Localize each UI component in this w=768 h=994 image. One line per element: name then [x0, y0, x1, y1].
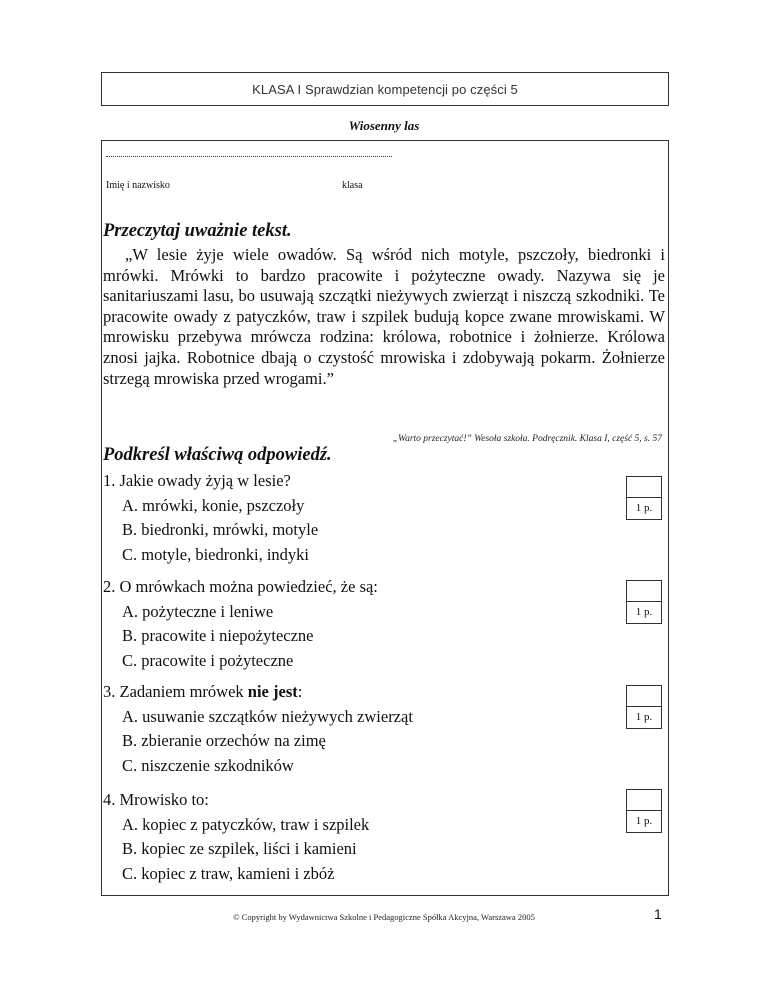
- question-3-title-start: 3. Zadaniem mrówek: [103, 682, 248, 701]
- question-3-option-c[interactable]: C. niszczenie szkodników: [122, 755, 294, 775]
- copyright-notice: © Copyright by Wydawnictwa Szkolne i Pedagogiczne Spółka Akcyjna, Warszawa 2005: [233, 912, 535, 922]
- question-2-score-field[interactable]: [627, 581, 661, 602]
- question-3-title-end: :: [297, 682, 303, 701]
- question-2-title: 2. O mrówkach można powiedzieć, że są:: [103, 577, 378, 596]
- question-1-option-b[interactable]: B. biedronki, mrówki, motyle: [122, 520, 319, 539]
- question-3-option-a[interactable]: A. usuwanie szczątków nieżywych zwierząt: [122, 706, 413, 726]
- question-4-title: 4. Mrowisko to:: [103, 790, 209, 809]
- question-3-score-field[interactable]: [627, 686, 661, 707]
- document-subtitle: Wiosenny las: [348, 118, 420, 133]
- question-3-option-b[interactable]: B. zbieranie orzechów na zimę: [122, 731, 326, 750]
- question-4: [103, 788, 603, 886]
- name-label: Imię i nazwisko: [106, 180, 170, 191]
- question-2: [103, 575, 603, 673]
- question-1-option-a[interactable]: A. mrówki, konie, pszczoły: [122, 495, 305, 515]
- question-2-option-b[interactable]: B. pracowite i niepożyteczne: [122, 626, 314, 645]
- question-3-points: 1 p.: [635, 711, 653, 723]
- reading-text: „W lesie żyje wiele owadów. Są wśród nich motyle, pszczoły, biedronki i mrówki. Mrówki to bardzo pracowite i pożyteczne owady. Nazywa się je sanitariuszami lasu, bo usuwają szczątki nieżywych zwierząt i niszczą szkodniki. Te pracowite owady z patyczków, traw i szpilek budują kopce zwane mrowiskami. W mrowisku przebywa mrówcza rodzina: królowa, robotnice i żołnierze. Królowa znosi jajka. Robotnice dbają o czystość mrowiska i zdobywają pokarm. Żołnierze strzegą mrowiska przed wrogami.”: [103, 245, 665, 388]
- question-1: [103, 469, 603, 567]
- header-box: [101, 72, 669, 106]
- question-1-title: 1. Jakie owady żyją w lesie?: [103, 471, 291, 490]
- question-4-option-c[interactable]: C. kopiec z traw, kamieni i zbóż: [122, 863, 335, 883]
- reading-source: „Warto przeczytać!” Wesoła szkoła. Podręcznik. Klasa I, część 5, s. 57: [392, 434, 662, 444]
- page-number: 1: [654, 906, 662, 922]
- question-4-points: 1 p.: [635, 815, 653, 827]
- question-3-title-bold: nie jest: [247, 682, 298, 701]
- question-1-score-field[interactable]: [627, 477, 661, 498]
- header-title: KLASA I Sprawdzian kompetencji po części 5: [252, 81, 518, 97]
- class-label: klasa: [342, 180, 363, 191]
- question-4-option-b[interactable]: B. kopiec ze szpilek, liści i kamieni: [122, 839, 357, 858]
- question-2-option-a[interactable]: A. pożyteczne i leniwe: [122, 601, 274, 621]
- question-4-score-field[interactable]: [627, 790, 661, 811]
- question-1-points: 1 p.: [635, 502, 653, 514]
- question-2-option-c[interactable]: C. pracowite i pożyteczne: [122, 650, 294, 670]
- question-1-score-box[interactable]: [626, 476, 662, 520]
- question-1-option-c[interactable]: C. motyle, biedronki, indyki: [122, 544, 309, 564]
- question-2-score-box[interactable]: [626, 580, 662, 624]
- question-4-option-a[interactable]: A. kopiec z patyczków, traw i szpilek: [122, 814, 370, 834]
- question-3: [103, 680, 603, 778]
- question-3-score-box[interactable]: [626, 685, 662, 729]
- name-dotted-line: [106, 156, 392, 157]
- question-3-title: [103, 680, 603, 705]
- question-2-points: 1 p.: [635, 606, 653, 618]
- task-instruction: Podkreśl właściwą odpowiedź.: [103, 445, 332, 465]
- reading-instruction: Przeczytaj uważnie tekst.: [103, 221, 292, 241]
- question-4-score-box[interactable]: [626, 789, 662, 833]
